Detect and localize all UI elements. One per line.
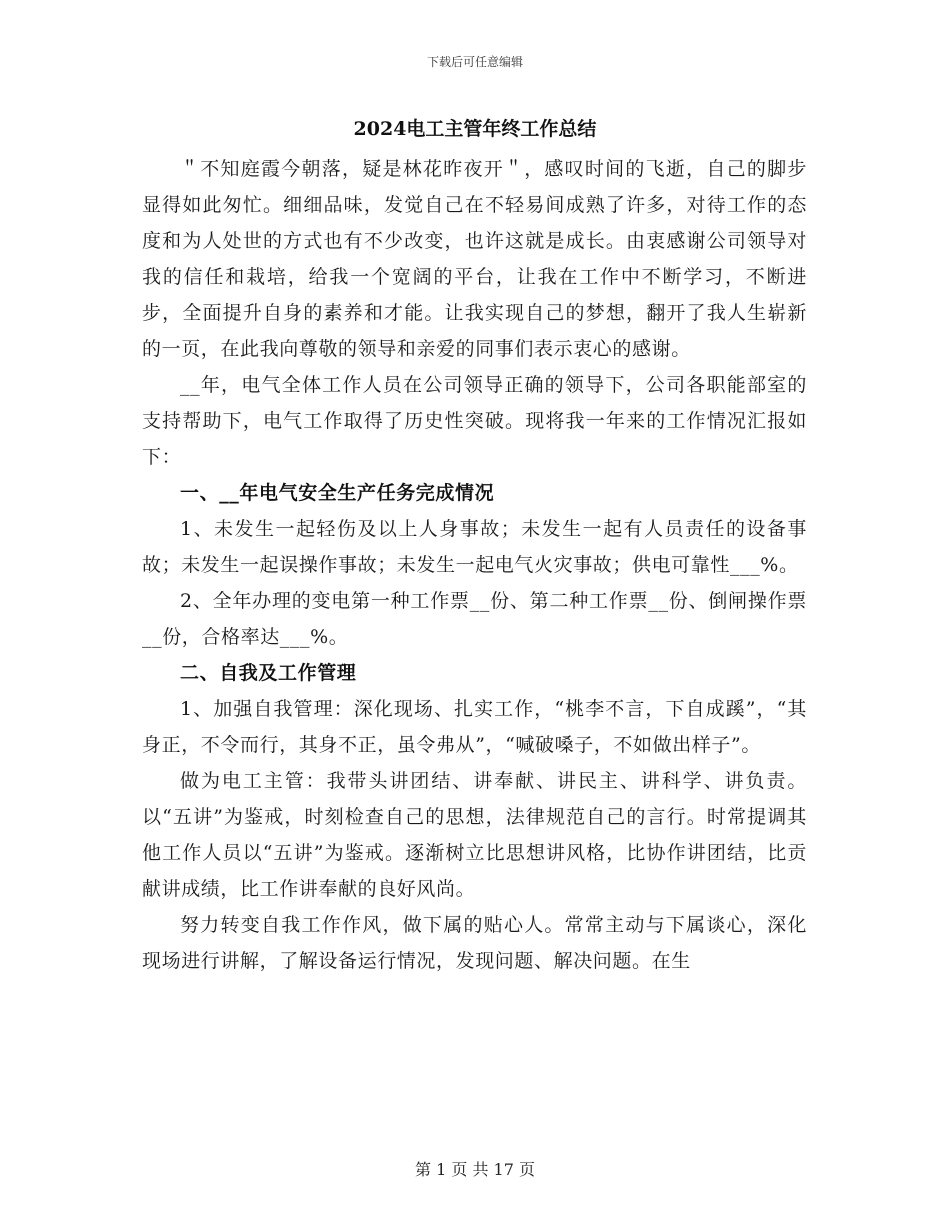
paragraph-management-2: 做为电工主管：我带头讲团结、讲奉献、讲民主、讲科学、讲负责。以“五讲”为鉴戒，时刻检查自己的思想，法律规范自己的言行。时常提调其他工作人员以“五讲”为鉴戒。逐渐树立比思想讲风格，比协作讲团结，比贡献讲成绩，比工作讲奉献的良好风尚。	[142, 770, 807, 900]
section-heading-management: 二、自我及工作管理	[180, 662, 357, 684]
paragraph-safety-2: 2、全年办理的变电第一种工作票__份、第二种工作票__份、倒闸操作票__份，合格率达___%。	[142, 590, 807, 648]
paragraph-intro: ＂不知庭霞今朝落，疑是林花昨夜开＂，感叹时间的飞逝，自己的脚步显得如此匆忙。细细品味，发觉自己在不轻易间成熟了许多，对待工作的态度和为人处世的方式也有不少改变，也许这就是成长。由衷感谢公司领导对我的信任和栽培，给我一个宽阔的平台，让我在工作中不断学习，不断进步，全面提升自身的素养和才能。让我实现自己的梦想，翻开了我人生崭新的一页，在此我向尊敬的领导和亲爱的同事们表示衷心的感谢。	[142, 158, 807, 360]
section-heading-safety: 一、__年电气安全生产任务完成情况	[180, 482, 495, 504]
paragraph-overview: __年，电气全体工作人员在公司领导正确的领导下，公司各职能部室的支持帮助下，电气工作取得了历史性突破。现将我一年来的工作情况汇报如下：	[142, 374, 807, 468]
page-footer-number: 第 1 页 共 17 页	[415, 1160, 535, 1179]
document-title: 2024电工主管年终工作总结	[353, 118, 597, 140]
paragraph-management-1: 1、加强自我管理：深化现场、扎实工作，“桃李不言，下自成蹊”，“其身正，不令而行，其身不正，虽令弗从”，“喊破嗓子，不如做出样子”。	[142, 698, 807, 756]
paragraph-safety-1: 1、未发生一起轻伤及以上人身事故；未发生一起有人员责任的设备事故；未发生一起误操作事故；未发生一起电气火灾事故；供电可靠性___%。	[142, 518, 807, 576]
paragraph-management-3: 努力转变自我工作作风，做下属的贴心人。常常主动与下属谈心，深化现场进行讲解，了解设备运行情况，发现问题、解决问题。在生	[142, 914, 807, 972]
document-body	[142, 151, 807, 979]
page-header-note: 下载后可任意编辑	[426, 55, 523, 69]
